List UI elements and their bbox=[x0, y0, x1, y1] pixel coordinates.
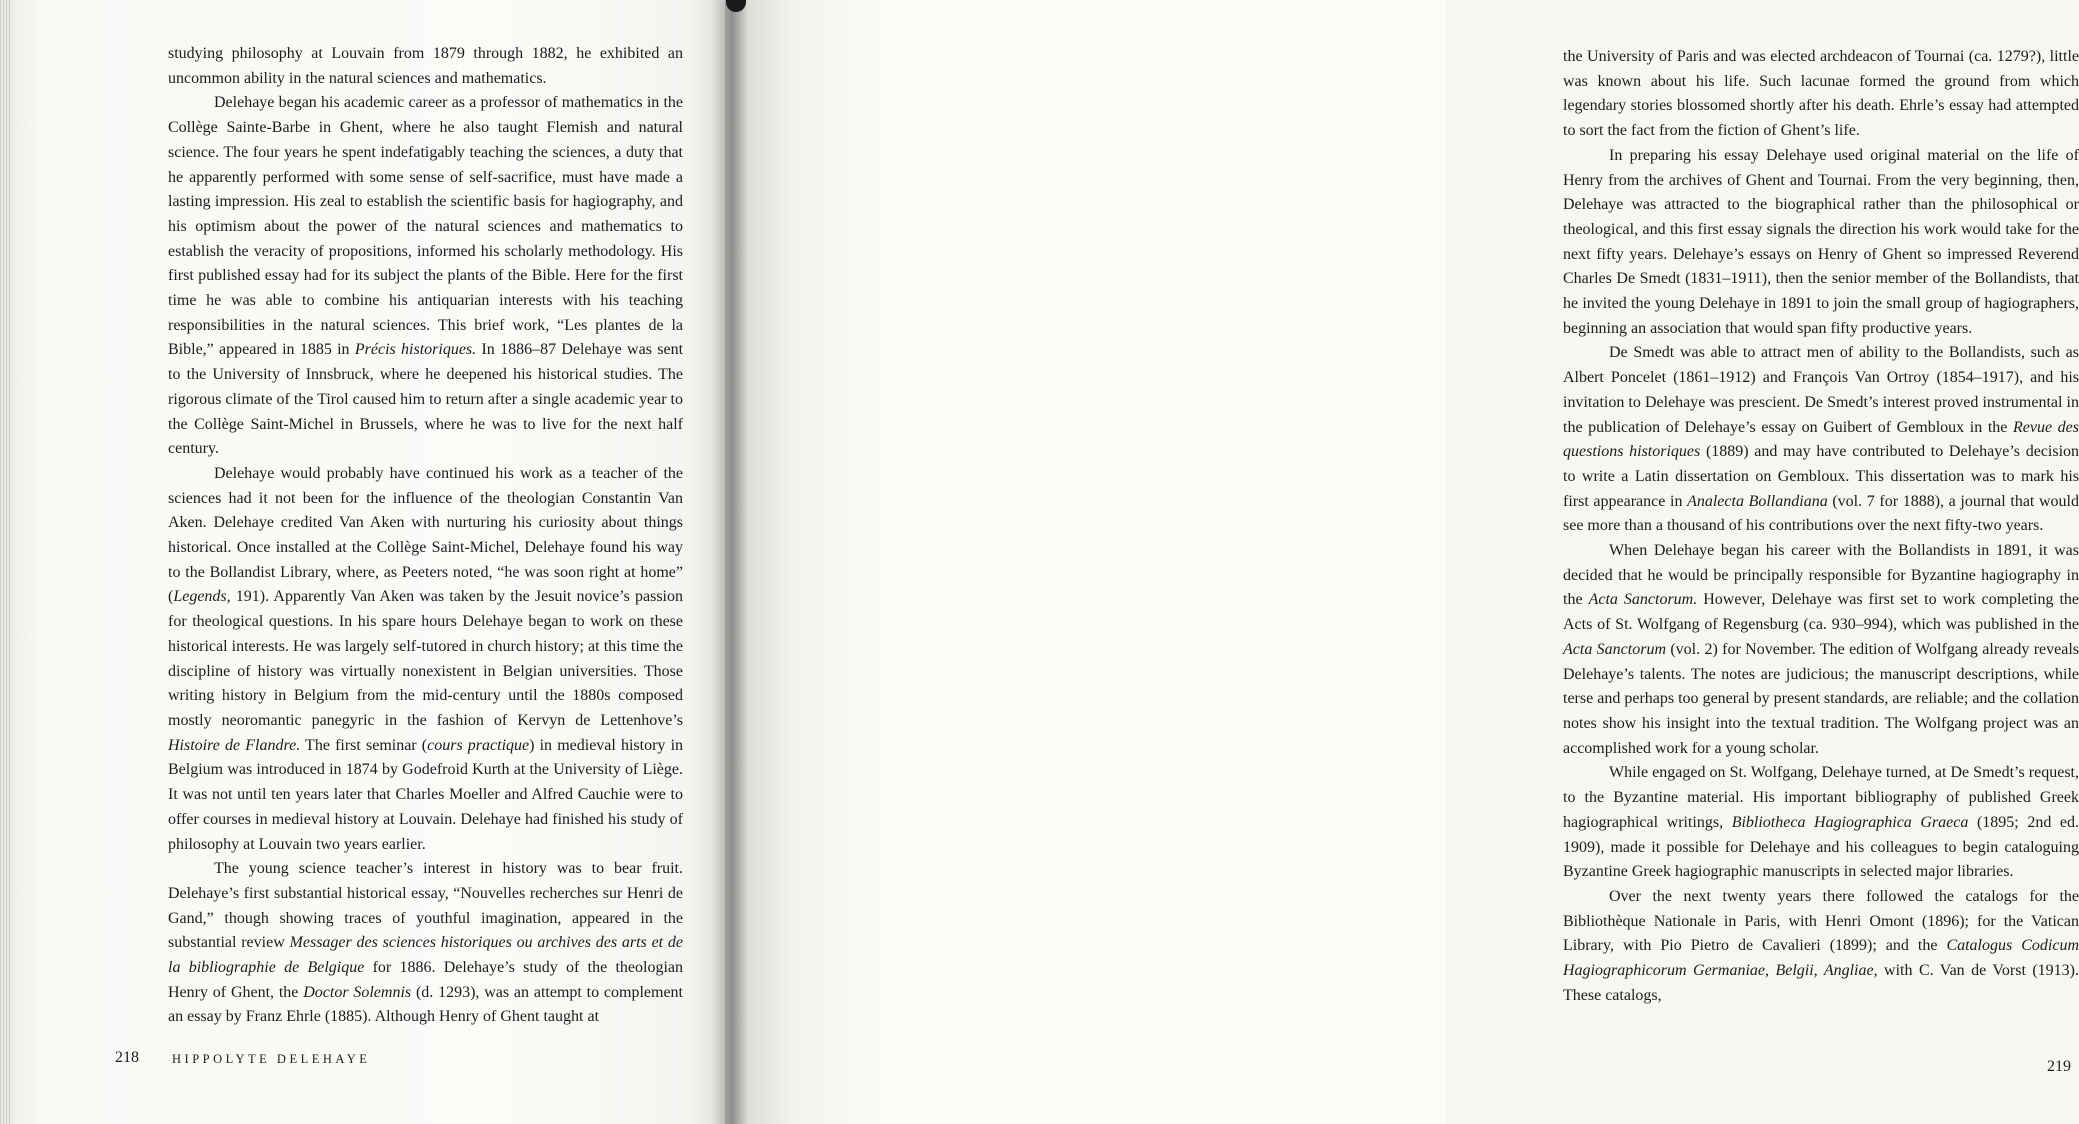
text-run: (1889) and may have contributed to Delehaye’s decision to write a Latin dissertation on Gembloux. This dissertation was to mark his first appearance in bbox=[1563, 443, 2079, 510]
page-edge bbox=[0, 0, 10, 1124]
text-run: Delehaye began his academic career as a professor of mathematics in the Collège Sainte-Barbe in Ghent, where he also taught Flemish and natural science. The four years he spent indefatigably teaching the sciences, a duty that he apparently performed with some sense of self-sacrifice, must have made a lasting impression. His zeal to establish the scientific basis for hagiography, and his optimism about the power of the natural sciences and mathematics to establish the veracity of propositions, informed his scholarly methodology. His first published essay had for its subject the plants of the Bible. Here for the first time he was able to combine his antiquarian interests with his teaching responsibilities in the natural sciences. This brief work, “Les plantes de la Bible,” appeared in 1885 in bbox=[168, 94, 683, 359]
italic-title: cours practique bbox=[427, 736, 530, 754]
text-run: studying philosophy at Louvain from 1879 through 1882, he exhibited an uncommon ability in the natural sciences and mathematics. bbox=[168, 45, 683, 87]
paragraph bbox=[168, 91, 683, 462]
italic-title: Bibliotheca Hagiographica Graeca bbox=[1731, 813, 1969, 831]
paragraph bbox=[1563, 761, 2079, 885]
text-run: 191). Apparently Van Aken was taken by the Jesuit novice’s passion for theological questions. In his spare hours Delehaye began to work on these historical interests. He was largely self-tutored in church history; at this time the discipline of history was virtually nonexistent in Belgian universities. Those writing history in Belgium from the mid-century until the 1880s composed mostly neoromantic panegyric in the fashion of Kervyn de Lettenhove’s bbox=[168, 588, 683, 729]
book-spine bbox=[712, 0, 748, 1124]
italic-title: Analecta Bollandiana bbox=[1687, 492, 1828, 510]
text-run: Over the next twenty years there followed the catalogs for the Bibliothèque Nationale in Paris, with Henri Omont (1896); for the Vatican Library, with Pio Pietro de Cavalieri (1899); and the bbox=[1563, 887, 2079, 955]
italic-title: Messager des sciences historiques ou archives des arts et de la bibliographie de Belgique bbox=[168, 934, 683, 977]
paragraph bbox=[1563, 885, 2079, 1009]
italic-title: Histoire de Flandre. bbox=[168, 736, 301, 754]
left-page-body bbox=[168, 42, 683, 1030]
text-run: (vol. 7 for 1888), a journal that would see more than a thousand of his contributions over the next fifty-two years. bbox=[1563, 492, 2079, 535]
text-run: The first seminar ( bbox=[300, 736, 428, 754]
italic-title: Revue des questions historiques bbox=[1563, 418, 2079, 461]
text-run: When Delehaye began his career with the Bollandists in 1891, it was decided that he would be principally responsible for Byzantine hagiography in the bbox=[1563, 542, 2079, 609]
right-page-number: 219 bbox=[2047, 1058, 2071, 1075]
paragraph bbox=[1563, 45, 2079, 144]
left-page bbox=[0, 0, 725, 1124]
text-run: (1895; 2nd ed. 1909), made it possible for Delehaye and his colleagues to begin cataloguing Byzantine Greek hagiographic manuscripts in selected major libraries. bbox=[1563, 813, 2079, 881]
italic-title: Catalogus Codicum Hagiographicorum Germaniae, Belgii, Angliae, bbox=[1563, 937, 2079, 980]
text-run: with C. Van de Vorst (1913). These catalogs, bbox=[1563, 962, 2079, 1004]
text-run: (d. 1293), was an attempt to complement an essay by Franz Ehrle (1885). Although Henry of Ghent taught at bbox=[168, 983, 683, 1026]
right-page bbox=[725, 0, 2079, 1124]
paragraph bbox=[168, 42, 683, 91]
text-run: ) in medieval history in Belgium was introduced in 1874 by Godefroid Kurth at the University of Liège. It was not until ten years later that Charles Moeller and Alfred Cauchie were to offer courses in medieval history at Louvain. Delehaye had finished his study of philosophy at Louvain two years earlier. bbox=[168, 736, 684, 853]
paragraph bbox=[1563, 341, 2079, 539]
italic-title: Legends, bbox=[173, 588, 231, 606]
text-run: De Smedt was able to attract men of ability to the Bollandists, such as Albert Poncelet (1861–1912) and François Van Ortroy (1854–1917), and his invitation to Delehaye was prescient. De Smedt’s interest proved instrumental in the publication of Delehaye’s essay on Guibert of Gembloux in the bbox=[1563, 344, 2079, 436]
paragraph bbox=[1563, 539, 2079, 761]
text-run: the University of Paris and was elected archdeacon of Tournai (ca. 1279?), little was known about his life. Such lacunae formed the ground from which legendary stories blossomed shortly after his death. Ehrle’s essay had attempted to sort the fact from the fiction of Ghent’s life. bbox=[1563, 48, 2079, 140]
left-page-number: 218 bbox=[115, 1049, 139, 1066]
text-run: In preparing his essay Delehaye used original material on the life of Henry from the archives of Ghent and Tournai. From the very beginning, then, Delehaye was attracted to the biographical rather than the philosophical or theological, and this first essay signals the direction his work would take for the next fifty years. Delehaye’s essays on Henry of Ghent so impressed Reverend Charles De Smedt (1831–1911), then the senior member of the Bollandists, that he invited the young Delehaye in 1891 to join the small group of hagiographers, beginning an association that would span fifty productive years. bbox=[1563, 146, 2079, 337]
running-head: HIPPOLYTE DELEHAYE bbox=[172, 1052, 371, 1066]
italic-title: Précis historiques. bbox=[354, 341, 477, 359]
text-run: Delehaye would probably have continued his work as a teacher of the sciences had it not been for the influence of the theologian Constantin Van Aken. Delehaye credited Van Aken with nurturing his curiosity about things historical. Once installed at the Collège Saint-Michel, Delehaye found his way to the Bollandist Library, where, as Peeters noted, “he was soon right at home” ( bbox=[168, 464, 683, 606]
text-run: However, Delehaye was first set to work completing the Acts of St. Wolfgang of Regensburg (ca. 930–994), which was published in the bbox=[1563, 591, 2079, 634]
paragraph bbox=[168, 857, 683, 1030]
italic-title: Doctor Solemnis bbox=[303, 983, 412, 1001]
italic-title: Acta Sanctorum bbox=[1563, 640, 1666, 658]
text-run: for 1886. Delehaye’s study of the theologian Henry of Ghent, the bbox=[168, 959, 683, 1001]
text-run: In 1886–87 Delehaye was sent to the University of Innsbruck, where he deepened his historical studies. The rigorous climate of the Tirol caused him to return after a single academic year to the Collège Saint-Michel in Brussels, where he was to live for the next half century. bbox=[168, 341, 684, 458]
text-run: (vol. 2) for November. The edition of Wolfgang already reveals Delehaye’s talents. The notes are judicious; the manuscript descriptions, while terse and perhaps too general by present standards, are reliable; and the collation notes show his insight into the textual tradition. The Wolfgang project was an accomplished work for a young scholar. bbox=[1563, 640, 2079, 757]
text-run: The young science teacher’s interest in history was to bear fruit. Delehaye’s first substantial historical essay, “Nouvelles recherches sur Henri de Gand,” though showing traces of youthful imagination, appeared in the substantial review bbox=[168, 860, 683, 952]
paragraph bbox=[1563, 144, 2079, 342]
paragraph bbox=[168, 462, 683, 857]
right-page-body bbox=[1563, 45, 2079, 1008]
text-run: While engaged on St. Wolfgang, Delehaye turned, at De Smedt’s request, to the Byzantine material. His important bibliography of published Greek hagiographical writings, bbox=[1563, 764, 2079, 831]
italic-title: Acta Sanctorum. bbox=[1588, 591, 1698, 609]
